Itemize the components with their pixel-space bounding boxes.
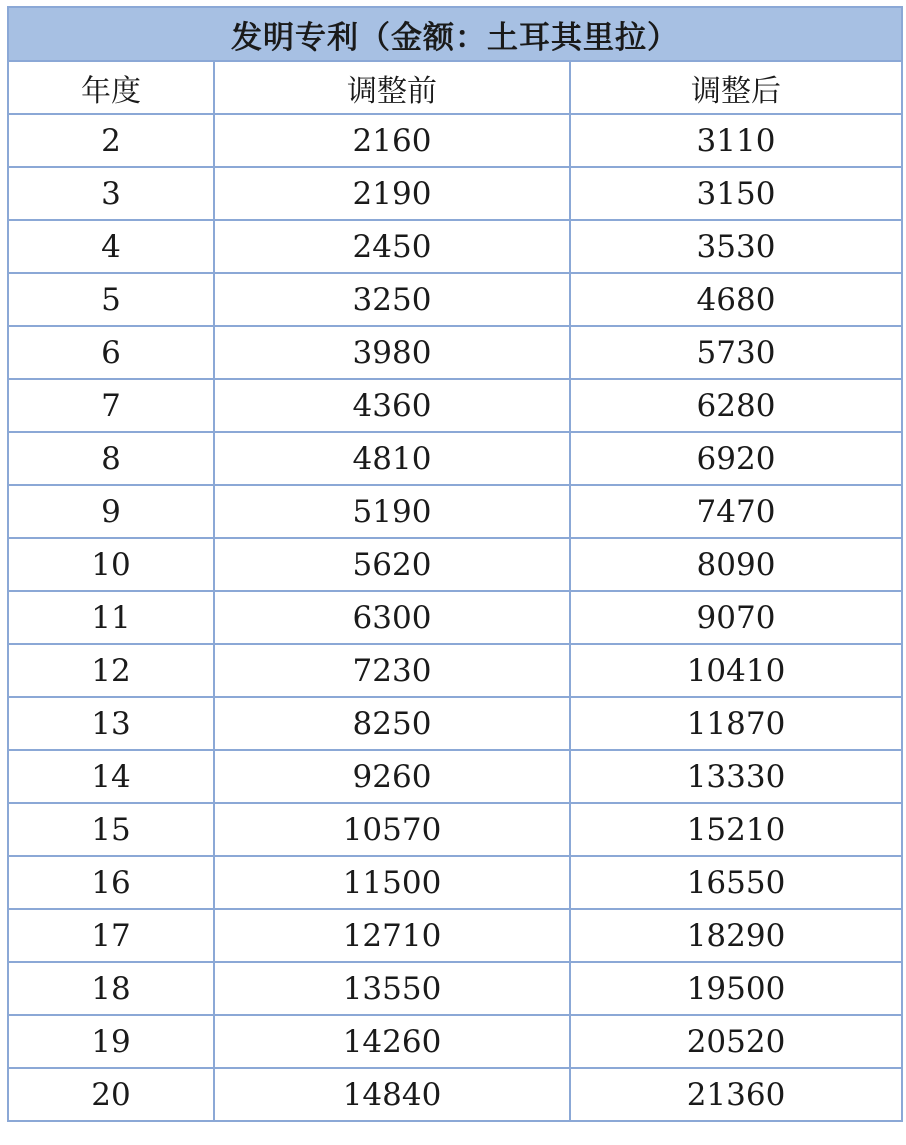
after-adjustment-cell: 20520 [570,1015,902,1068]
after-adjustment-cell: 9070 [570,591,902,644]
before-adjustment-cell: 4360 [214,379,570,432]
before-adjustment-cell: 5620 [214,538,570,591]
after-adjustment-cell: 15210 [570,803,902,856]
table-row [8,167,902,220]
year-cell: 7 [8,379,214,432]
year-cell: 14 [8,750,214,803]
before-adjustment-cell: 10570 [214,803,570,856]
before-adjustment-cell: 12710 [214,909,570,962]
after-adjustment-cell: 19500 [570,962,902,1015]
table-row [8,803,902,856]
column-header-after-adjustment: 调整后 [570,61,902,114]
table-row [8,485,902,538]
after-adjustment-cell: 6920 [570,432,902,485]
after-adjustment-cell: 5730 [570,326,902,379]
year-cell: 20 [8,1068,214,1121]
after-adjustment-cell: 10410 [570,644,902,697]
before-adjustment-cell: 9260 [214,750,570,803]
after-adjustment-cell: 11870 [570,697,902,750]
table-header-row [8,61,902,114]
year-cell: 16 [8,856,214,909]
table-row [8,750,902,803]
column-header-year: 年度 [8,61,214,114]
table-row [8,909,902,962]
after-adjustment-cell: 3150 [570,167,902,220]
year-cell: 15 [8,803,214,856]
before-adjustment-cell: 3980 [214,326,570,379]
table-row [8,856,902,909]
before-adjustment-cell: 2190 [214,167,570,220]
table-row [8,697,902,750]
before-adjustment-cell: 2160 [214,114,570,167]
table-row [8,591,902,644]
year-cell: 11 [8,591,214,644]
year-cell: 19 [8,1015,214,1068]
before-adjustment-cell: 4810 [214,432,570,485]
year-cell: 13 [8,697,214,750]
before-adjustment-cell: 11500 [214,856,570,909]
after-adjustment-cell: 13330 [570,750,902,803]
table-title: 发明专利（金额：土耳其里拉） [8,7,902,61]
after-adjustment-cell: 6280 [570,379,902,432]
year-cell: 9 [8,485,214,538]
table-row [8,538,902,591]
after-adjustment-cell: 16550 [570,856,902,909]
table-row [8,1068,902,1121]
before-adjustment-cell: 13550 [214,962,570,1015]
before-adjustment-cell: 3250 [214,273,570,326]
year-cell: 4 [8,220,214,273]
before-adjustment-cell: 14260 [214,1015,570,1068]
before-adjustment-cell: 6300 [214,591,570,644]
before-adjustment-cell: 7230 [214,644,570,697]
before-adjustment-cell: 8250 [214,697,570,750]
table-row [8,1015,902,1068]
table-row [8,432,902,485]
table-row [8,114,902,167]
year-cell: 8 [8,432,214,485]
table-row [8,644,902,697]
table-row [8,962,902,1015]
year-cell: 6 [8,326,214,379]
table-row [8,326,902,379]
before-adjustment-cell: 2450 [214,220,570,273]
after-adjustment-cell: 21360 [570,1068,902,1121]
after-adjustment-cell: 7470 [570,485,902,538]
column-header-before-adjustment: 调整前 [214,61,570,114]
year-cell: 10 [8,538,214,591]
year-cell: 12 [8,644,214,697]
year-cell: 2 [8,114,214,167]
year-cell: 3 [8,167,214,220]
after-adjustment-cell: 8090 [570,538,902,591]
table-row [8,220,902,273]
year-cell: 18 [8,962,214,1015]
after-adjustment-cell: 3530 [570,220,902,273]
table-row [8,273,902,326]
table-row [8,379,902,432]
after-adjustment-cell: 18290 [570,909,902,962]
table-title-row [8,7,902,61]
year-cell: 17 [8,909,214,962]
before-adjustment-cell: 5190 [214,485,570,538]
after-adjustment-cell: 4680 [570,273,902,326]
patent-fee-table [7,6,903,1122]
before-adjustment-cell: 14840 [214,1068,570,1121]
table-body [8,114,902,1121]
after-adjustment-cell: 3110 [570,114,902,167]
year-cell: 5 [8,273,214,326]
